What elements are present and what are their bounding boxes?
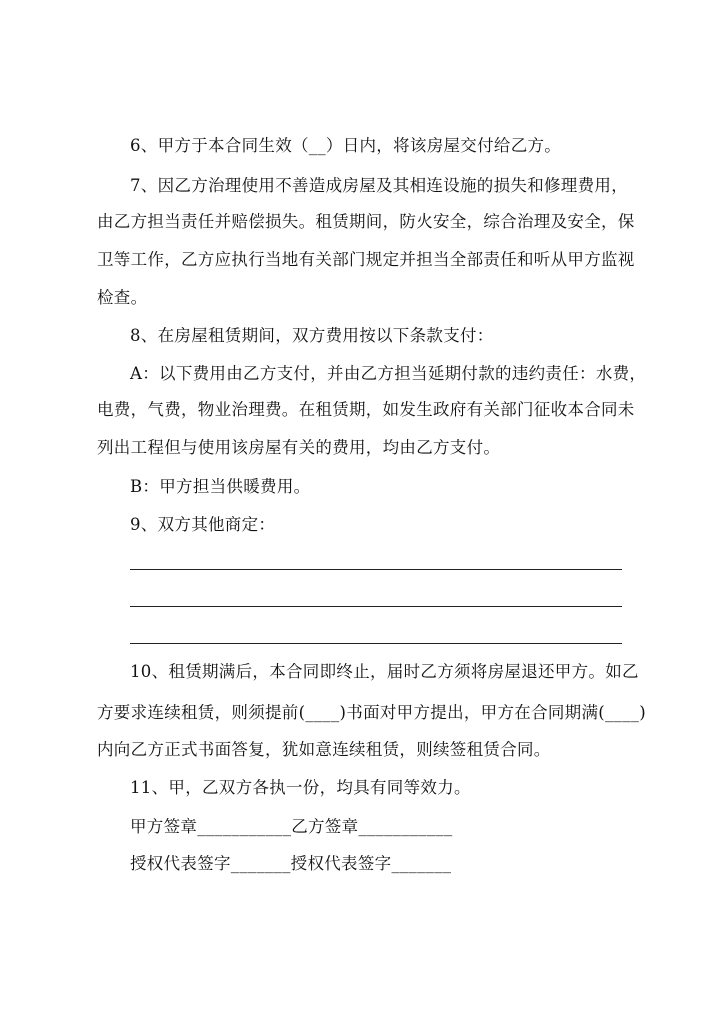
clause-10-line-2: 方要求连续租赁，则须提前(____)书面对甲方提出，甲方在合同期满(____) xyxy=(97,703,646,722)
clause-11: 11、甲，乙双方各执一份，均具有同等效力。 xyxy=(130,778,471,797)
clause-8b: B：甲方担当供暖费用。 xyxy=(130,477,311,496)
clause-7-line-4: 检查。 xyxy=(97,288,148,307)
signature-line-representatives: 授权代表签字_______授权代表签字_______ xyxy=(130,854,452,873)
clause-7-line-2: 由乙方担当责任并赔偿损失。租赁期间，防火安全，综合治理及安全，保 xyxy=(97,212,635,231)
clause-8a-line-1: A：以下费用由乙方支付，并由乙方担当延期付款的违约责任：水费， xyxy=(130,364,647,383)
clause-9: 9、双方其他商定： xyxy=(130,515,276,534)
clause-8a-line-2: 电费，气费，物业治理费。在租赁期，如发生政府有关部门征收本合同未 xyxy=(97,400,635,419)
clause-10-line-1: 10、租赁期满后，本合同即终止，届时乙方须将房屋退还甲方。如乙 xyxy=(130,662,639,681)
clause-7-line-1: 7、因乙方治理使用不善造成房屋及其相连设施的损失和修理费用， xyxy=(130,176,628,195)
clause-8a-line-3: 列出工程但与使用该房屋有关的费用，均由乙方支付。 xyxy=(97,438,501,457)
other-agreement-blank-line-3 xyxy=(130,643,622,644)
other-agreement-blank-line-1 xyxy=(130,569,622,570)
clause-10-line-3: 内向乙方正式书面答复，犹如意连续租赁，则续签租赁合同。 xyxy=(97,740,551,759)
clause-7-line-3: 卫等工作，乙方应执行当地有关部门规定并担当全部责任和听从甲方监视 xyxy=(97,250,635,269)
clause-8: 8、在房屋租赁期间，双方费用按以下条款支付： xyxy=(130,326,494,345)
clause-6: 6、甲方于本合同生效（__）日内，将该房屋交付给乙方。 xyxy=(130,136,562,155)
signature-line-party-seals: 甲方签章___________乙方签章___________ xyxy=(130,817,453,836)
other-agreement-blank-line-2 xyxy=(130,606,622,607)
